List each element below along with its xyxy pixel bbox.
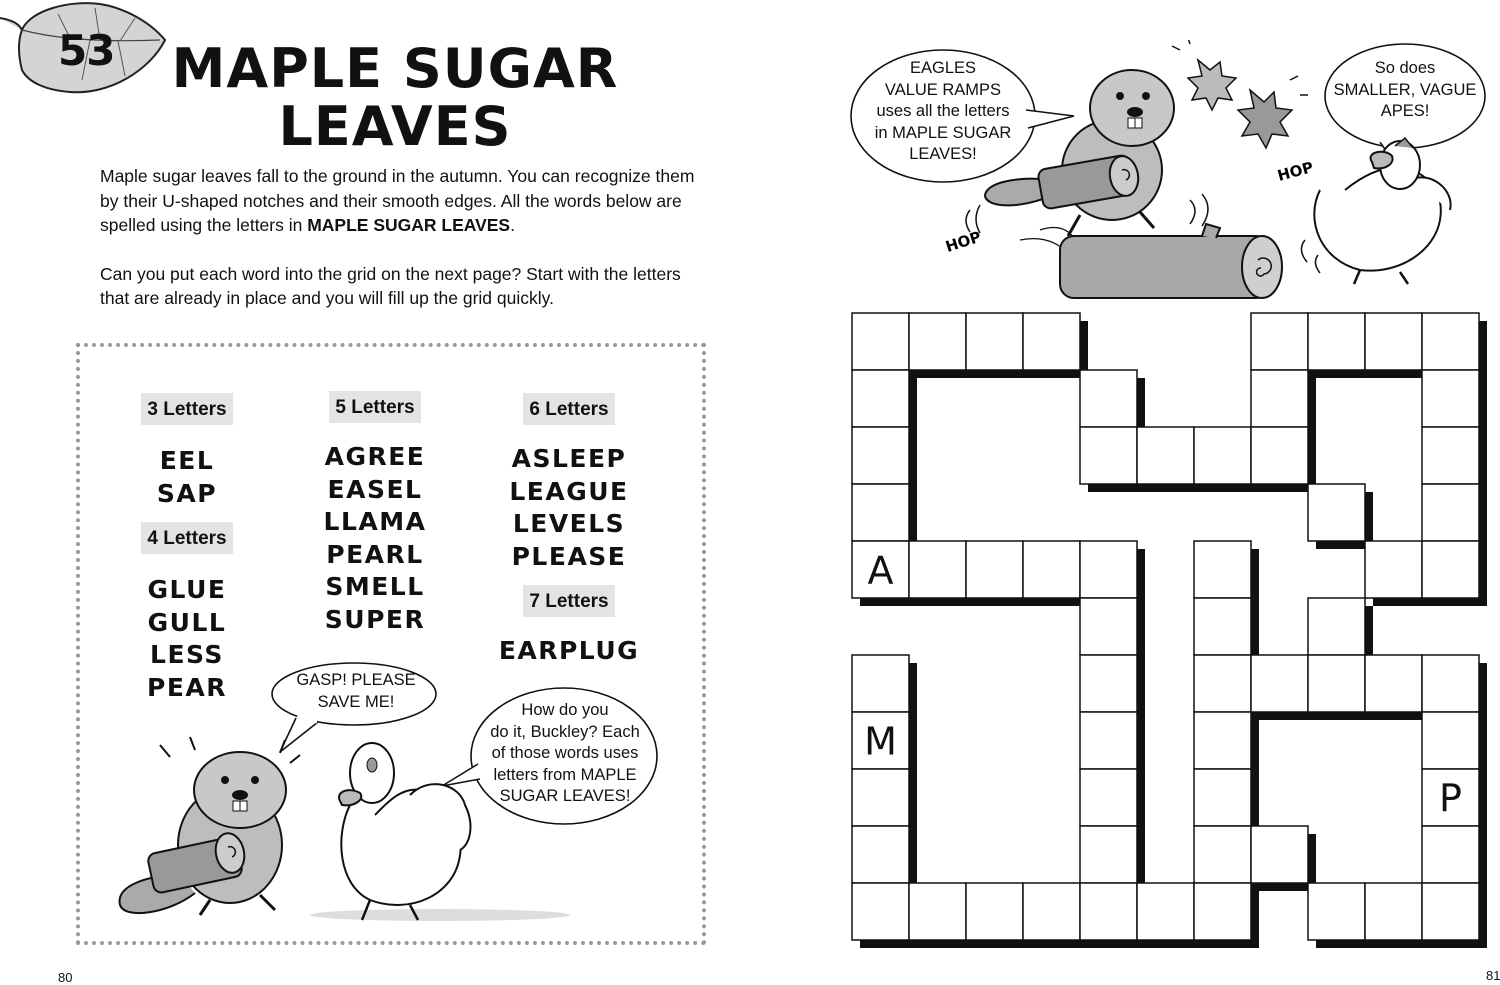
maple-leaf-icon — [1188, 60, 1236, 110]
grid-cell[interactable] — [1080, 541, 1137, 598]
grid-cell[interactable] — [1023, 313, 1080, 370]
grid-cell[interactable] — [1194, 712, 1251, 769]
grid-cell[interactable] — [852, 883, 909, 940]
bubble-text-how: How do you do it, Buckley? Each of those words uses letters from MAPLE SUGAR LEAVES! — [490, 701, 640, 805]
grid-cell[interactable] — [852, 313, 909, 370]
hop-sfx-1: HOP — [943, 227, 984, 256]
heading-3-letters: 3 Letters — [141, 393, 232, 425]
word-please: PLEASE — [511, 541, 627, 571]
grid-cell[interactable] — [1422, 484, 1479, 541]
grid-cell[interactable] — [1251, 427, 1308, 484]
grid-cell[interactable] — [1422, 883, 1479, 940]
heading-4-letters: 4 Letters — [141, 522, 232, 554]
word-gull: GULL — [147, 607, 227, 637]
word-smell: SMELL — [325, 572, 425, 601]
word-column-6-7 — [484, 393, 654, 668]
grid-cell[interactable] — [1080, 883, 1137, 940]
page-title: MAPLE SUGAR LEAVES — [171, 37, 619, 158]
grid-cell[interactable] — [852, 427, 909, 484]
grid-cell[interactable] — [1422, 826, 1479, 883]
grid-cell[interactable] — [1365, 655, 1422, 712]
word-agree: AGREE — [324, 442, 426, 471]
word-league: LEAGUE — [509, 476, 629, 506]
instructions-paragraph-1: Maple sugar leaves fall to the ground in the autumn. You can recognize them by their U-shaped notches and their smooth edges. All the words below are spelled using the letters in MAPLE SUGAR LEAVES. — [100, 166, 695, 235]
grid-cell[interactable] — [1080, 655, 1137, 712]
beaver-and-duck-illustration — [110, 735, 580, 935]
bubble-text-eagles: EAGLES VALUE RAMPS uses all the letters in MAPLE SUGAR LEAVES! — [874, 59, 1012, 163]
grid-cell[interactable] — [966, 883, 1023, 940]
word-sap: SAP — [156, 478, 218, 508]
instructions-paragraph-2: Can you put each word into the grid on the next page? Start with the letters that are already in place and you will fill up the grid quickly. — [100, 263, 681, 308]
grid-cell[interactable] — [1194, 427, 1251, 484]
grid-cell[interactable] — [852, 769, 909, 826]
grid-cell[interactable] — [1365, 313, 1422, 370]
grid-given-letter: A — [867, 548, 894, 593]
word-pear: PEAR — [147, 672, 227, 702]
grid-cell[interactable] — [1422, 313, 1479, 370]
word-earplug: EARPLUG — [498, 636, 640, 665]
grid-cell[interactable] — [1137, 883, 1194, 940]
grid-cell[interactable] — [1023, 883, 1080, 940]
grid-cell[interactable] — [1194, 883, 1251, 940]
hopping-beaver-illustration — [940, 40, 1460, 310]
grid-cell[interactable] — [1308, 655, 1365, 712]
grid-cell[interactable] — [852, 655, 909, 712]
maple-leaf-icon — [1238, 90, 1292, 148]
grid-cell[interactable] — [1137, 427, 1194, 484]
grid-cell[interactable] — [1308, 313, 1365, 370]
word-column-5 — [290, 391, 460, 636]
page-number-left: 80 — [58, 970, 73, 985]
heading-7-letters: 7 Letters — [523, 585, 614, 617]
grid-cell[interactable] — [966, 541, 1023, 598]
instructions — [100, 164, 700, 335]
grid-cell[interactable] — [1365, 883, 1422, 940]
word-super: SUPER — [324, 604, 426, 634]
grid-cell[interactable] — [1308, 598, 1365, 655]
grid-cell[interactable] — [1194, 655, 1251, 712]
word-pearl: PEARL — [326, 539, 424, 569]
bubble-text-gasp: GASP! PLEASE SAVE ME! — [296, 671, 416, 711]
puzzle-number: 53 — [58, 26, 115, 75]
grid-cell[interactable] — [1422, 427, 1479, 484]
word-easel: EASEL — [327, 474, 423, 504]
grid-cell[interactable] — [852, 484, 909, 541]
grid-cell[interactable] — [1308, 883, 1365, 940]
grid-cell[interactable] — [909, 313, 966, 370]
word-llama: LLAMA — [323, 507, 427, 536]
grid-cell[interactable] — [909, 883, 966, 940]
grid-cell[interactable] — [1251, 826, 1308, 883]
grid-cell[interactable] — [1422, 712, 1479, 769]
grid-cell[interactable] — [852, 826, 909, 883]
bubble-text-sodoes: So does SMALLER, VAGUE APES! — [1333, 59, 1477, 120]
hop-sfx-2: HOP — [1275, 158, 1316, 185]
grid-cell[interactable] — [1194, 769, 1251, 826]
grid-cell[interactable] — [966, 313, 1023, 370]
grid-given-letter: M — [864, 719, 897, 764]
grid-cell[interactable] — [1422, 541, 1479, 598]
heading-5-letters: 5 Letters — [329, 391, 420, 423]
word-less: LESS — [150, 640, 224, 669]
grid-cell[interactable] — [1080, 427, 1137, 484]
grid-given-letter: P — [1439, 776, 1462, 821]
grid-cell[interactable] — [1422, 370, 1479, 427]
grid-cell[interactable] — [1251, 655, 1308, 712]
heading-6-letters: 6 Letters — [523, 393, 614, 425]
grid-cell[interactable] — [1422, 655, 1479, 712]
grid-cell[interactable] — [1308, 484, 1365, 541]
grid-cell[interactable] — [1080, 826, 1137, 883]
word-levels: LEVELS — [512, 509, 626, 538]
grid-cell[interactable] — [1194, 541, 1251, 598]
grid-cell[interactable] — [1080, 370, 1137, 427]
grid-cell[interactable] — [1194, 598, 1251, 655]
grid-cell[interactable] — [1080, 769, 1137, 826]
grid-cell[interactable] — [1365, 541, 1422, 598]
word-asleep: ASLEEP — [511, 444, 627, 473]
grid-cell[interactable] — [1080, 712, 1137, 769]
word-column-3-4 — [102, 393, 272, 704]
grid-cell[interactable] — [1080, 598, 1137, 655]
word-glue: GLUE — [147, 575, 227, 604]
grid-cell[interactable] — [1194, 826, 1251, 883]
grid-cell[interactable] — [1251, 313, 1308, 370]
grid-cell[interactable] — [909, 541, 966, 598]
grid-cell[interactable] — [1251, 370, 1308, 427]
grid-cell[interactable] — [852, 370, 909, 427]
word-eel: EEL — [159, 446, 215, 475]
crossword-grid — [840, 300, 1500, 960]
page-number-right: 81 — [1486, 968, 1500, 983]
grid-cell[interactable] — [1023, 541, 1080, 598]
